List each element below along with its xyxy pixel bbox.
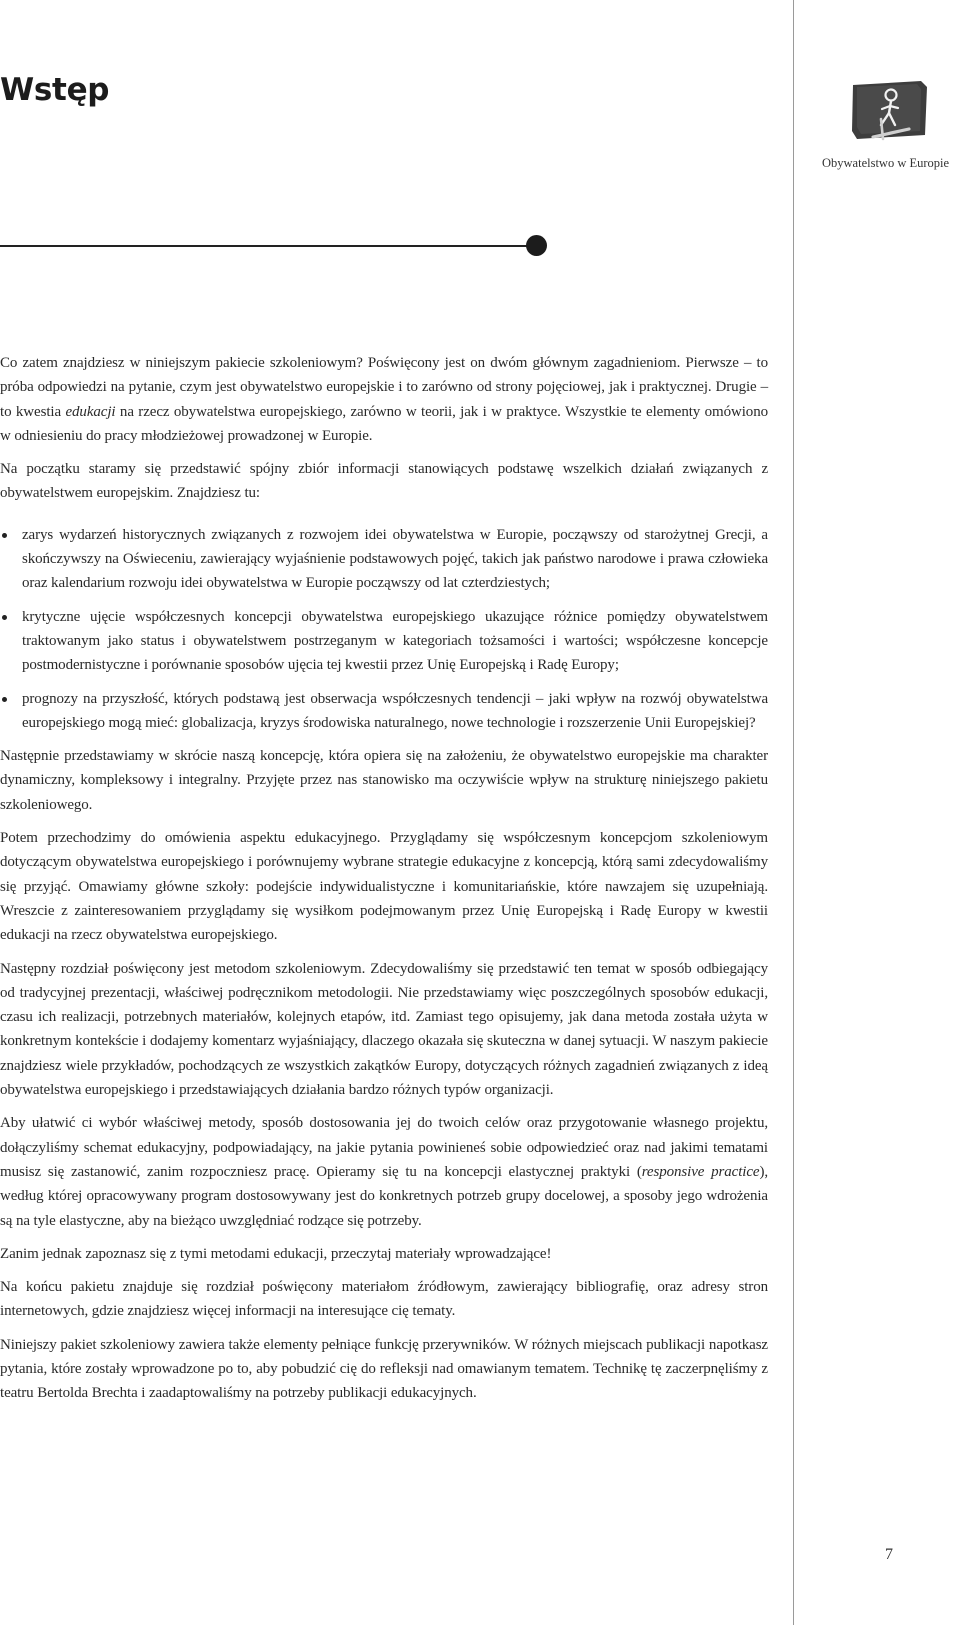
- body-text: [0, 351, 768, 1415]
- paragraph-2: Na początku staramy się przedstawić spójny zbiór informacji stanowiących podstawę wszelkich działań związanych z obywatelstwem europejskim. Znajdziesz tu:: [0, 461, 768, 502]
- title-rule-dot: [526, 235, 547, 256]
- title-rule: [0, 245, 536, 247]
- paragraph-3: Następnie przedstawiamy w skrócie naszą koncepcję, która opiera się na założeniu, że obywatelstwo europejskie ma charakter dynamiczny, kompleksowy i integralny. Przyjęte przez nas stanowisko ma oczywiście wpływ na strukturę niniejszego pakietu szkoleniowego.: [0, 748, 768, 813]
- emphasis-edukacji: edukacji: [65, 403, 116, 420]
- list-item: prognozy na przyszłość, których podstawą jest obserwacja współczesnych tendencji – jaki wpływ na rozwój obywatelstwa europejskiego mogą mieć: globalizacja, kryzys środowiska naturalnego, nowe technologie i rozszerzenie Unii Europejskiej?: [0, 687, 768, 736]
- paragraph-7: Zanim jednak zapoznasz się z tymi metodami edukacji, przeczytaj materiały wprowadzające!: [0, 1245, 552, 1262]
- paragraph-5: Następny rozdział poświęcony jest metodom szkoleniowym. Zdecydowaliśmy się przedstawić ten temat w sposób odbiegający od tradycyjnej prezentacji, właściwej podręcznikom metodologii. Nie przedstawiamy więc poszczególnych sposobów edukacji, czasu ich realizacji, potrzebnych materiałów, kolejnych etapów, itd. Zamiast tego opisujemy, jak dana metoda została użyta w konkretnym kontekście i dodajemy komentarz wyjaśniający, dlaczego okazała się skuteczna w danej sytuacji. W naszym pakiecie znajdziesz wiele przykładów, pochodzących ze wszystkich zakątków Europy, dotyczących różnych zagadnień związanych z ideą obywatelstwa europejskiego i przedstawiających działania bardzo różnych typów organizacji.: [0, 960, 768, 1099]
- page-title: Wstęp: [0, 72, 110, 108]
- paragraph-intro: Co zatem znajdziesz w niniejszym pakiecie szkoleniowym? Poświęcony jest on dwóm głównym zagadnieniom. Pierwsze – to próba odpowiedzi na pytanie, czym jest obywatelstwo europejskie i to zarówno od strony pojęciowej, jak i praktycznej. Drugie – to kwestia edukacji na rzecz obywatelstwa europejskiego, zarówno w teorii, jak i w praktyce. Wszystkie te elementy omówiono w odniesieniu do pracy młodzieżowej prowadzonej w Europie.: [0, 355, 769, 444]
- bullet-list: [0, 523, 768, 735]
- emphasis-responsive-practice: responsive practice: [641, 1163, 760, 1180]
- paragraph-6: Aby ułatwić ci wybór właściwej metody, sposób dostosowania jej do twoich celów oraz przygotowanie własnego projektu, dołączyliśmy schemat edukacyjny, podpowiadający, na jakie pytania powinieneś sobie odpowiedzieć oraz nad jakimi tematami musisz się zastanowić, zanim rozpoczniesz pracę. Opieramy się tu na koncepcji elastycznej praktyki (responsive practice), według której opracowywany program dostosowywany jest do konkretnych potrzeb grupy docelowej, a sposoby jego wdrożenia są na tyle elastyczne, aby na bieżąco uwzględniać rodzące się potrzeby.: [0, 1115, 769, 1229]
- stick-figure-flag-icon: [851, 79, 931, 147]
- paragraph-9: Niniejszy pakiet szkoleniowy zawiera także elementy pełniące funkcję przerywników. W różnych miejscach publikacji napotkasz pytania, które zostały wprowadzone po to, aby pobudzić cię do refleksji nad omawianym tematem. Technikę tę zaczerpnęliśmy z teatru Bertolda Brechta i zaadaptowaliśmy na potrzeby publikacji edukacyjnych.: [0, 1336, 768, 1402]
- paragraph-8: Na końcu pakietu znajduje się rozdział poświęcony materiałom źródłowym, zawierający bibliografię, oraz adresy stron internetowych, gdzie znajdziesz więcej informacji na interesujące cię tematy.: [0, 1279, 768, 1320]
- list-item: zarys wydarzeń historycznych związanych z rozwojem idei obywatelstwa w Europie, począwszy od starożytnej Grecji, a skończywszy na Oświeceniu, zawierający wyjaśnienie podstawowych pojęć, takich jak państwo narodowe i prawa człowieka oraz kalendarium rozwoju idei obywatelstwa w Europie począwszy od lat czterdziestych;: [0, 523, 768, 596]
- margin-divider: [793, 0, 794, 1625]
- page-number: 7: [885, 1546, 893, 1563]
- paragraph-4: Potem przechodzimy do omówienia aspektu edukacyjnego. Przyglądamy się współczesnym koncepcjom szkoleniowym dotyczącym obywatelstwa europejskiego i porównujemy wybrane strategie edukacyjne z koncepcją, którą sami zdecydowaliśmy się przyjąć. Omawiamy główne szkoły: podejście indywidualistyczne i komunitariańskie, które nawzajem się uzupełniają. Wreszcie z zainteresowaniem przyglądamy się wysiłkom podejmowanym przez Unię Europejską i Radę Europy w kwestii edukacji na rzecz obywatelstwa europejskiego.: [0, 830, 768, 944]
- list-item: krytyczne ujęcie współczesnych koncepcji obywatelstwa europejskiego ukazujące różnice pomiędzy obywatelstwem traktowanym jako status i obywatelstwem postrzeganym w kategoriach tożsamości i wartości; współczesne koncepcje postmodernistyczne i porównanie sposobów ujęcia tej kwestii przez Unię Europejską i Radę Europy;: [0, 605, 768, 678]
- series-caption: Obywatelstwo w Europie: [822, 156, 950, 170]
